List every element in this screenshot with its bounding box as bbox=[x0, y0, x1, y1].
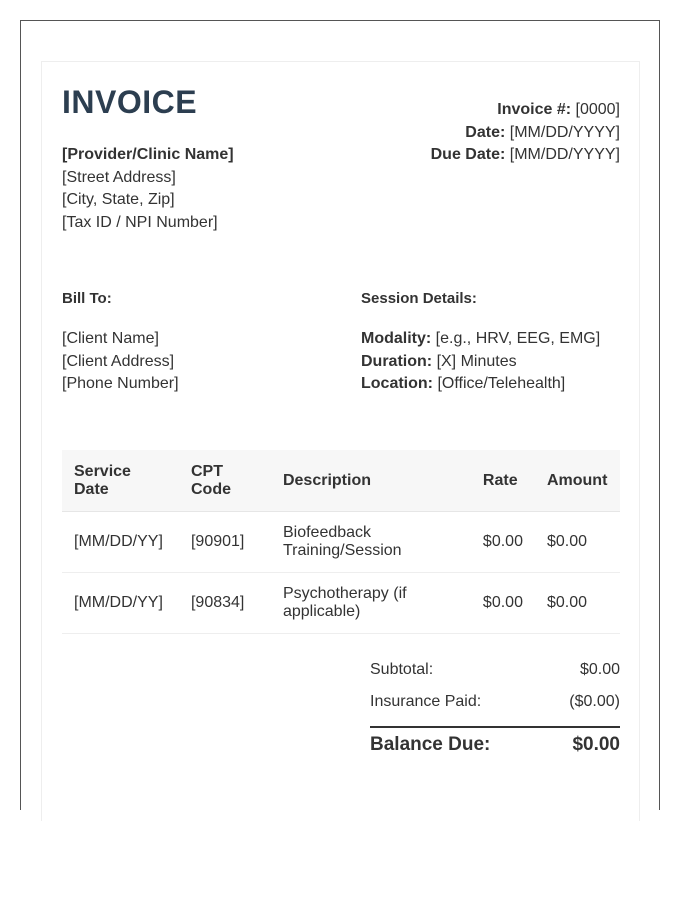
duration-label: Duration: bbox=[361, 352, 433, 370]
location-label: Location: bbox=[361, 375, 433, 392]
insurance-label: Insurance Paid: bbox=[370, 693, 482, 710]
balance-due-label: Balance Due: bbox=[370, 734, 491, 755]
session-details-block bbox=[361, 328, 621, 396]
cell-rate: $0.00 bbox=[471, 573, 535, 634]
client-phone: [Phone Number] bbox=[62, 375, 179, 392]
session-duration bbox=[361, 351, 621, 374]
modality-label: Modality: bbox=[361, 330, 432, 347]
cell-cpt-code: [90901] bbox=[179, 512, 271, 573]
bill-to-heading: Bill To: bbox=[62, 290, 112, 307]
cell-amount: $0.00 bbox=[535, 512, 620, 573]
invoice-due-value: [MM/DD/YYYY] bbox=[509, 146, 620, 163]
session-details-heading: Session Details: bbox=[361, 290, 477, 307]
balance-due-value: $0.00 bbox=[572, 734, 620, 755]
invoice-number-label: Invoice #: bbox=[497, 101, 572, 118]
provider-street: [Street Address] bbox=[62, 168, 176, 186]
bill-to-block bbox=[62, 328, 322, 396]
client-address: [Client Address] bbox=[62, 352, 175, 370]
invoice-number-line bbox=[300, 99, 620, 122]
provider-tax-id: [Tax ID / NPI Number] bbox=[62, 213, 218, 231]
header-amount: Amount bbox=[535, 450, 620, 512]
cell-description: Psychotherapy (if applicable) bbox=[271, 573, 471, 634]
cell-rate: $0.00 bbox=[471, 512, 535, 573]
header-service-date bbox=[62, 450, 179, 512]
header-service-date-line1: Service bbox=[74, 462, 131, 480]
header-cpt-code-line2: Code bbox=[190, 480, 231, 498]
insurance-value: ($0.00) bbox=[569, 693, 620, 710]
invoice-due-label: Due Date: bbox=[430, 146, 506, 163]
invoice-date-value: [MM/DD/YYYY] bbox=[509, 123, 620, 141]
invoice-number-value: [0000] bbox=[575, 101, 620, 118]
duration-value: [X] Minutes bbox=[436, 352, 517, 370]
modality-value: [e.g., HRV, EEG, EMG] bbox=[435, 330, 601, 347]
table-row bbox=[62, 573, 620, 634]
session-location bbox=[361, 373, 621, 396]
provider-city: [City, State, Zip] bbox=[62, 191, 175, 208]
cell-description: Biofeedback Training/Session bbox=[271, 512, 471, 573]
subtotal-label: Subtotal: bbox=[370, 661, 434, 678]
header-cpt-code-line1: CPT bbox=[190, 462, 223, 480]
subtotal-value: $0.00 bbox=[579, 661, 620, 678]
totals-block bbox=[370, 658, 620, 756]
invoice-date-label: Date: bbox=[465, 123, 506, 141]
cell-service-date: [MM/DD/YY] bbox=[62, 573, 179, 634]
header-service-date-line2: Date bbox=[74, 480, 109, 498]
invoice-title: INVOICE bbox=[62, 84, 198, 120]
header-description: Description bbox=[271, 450, 471, 512]
header-rate: Rate bbox=[471, 450, 535, 512]
session-modality bbox=[361, 328, 621, 351]
balance-due-row bbox=[370, 728, 620, 756]
cell-service-date: [MM/DD/YY] bbox=[62, 512, 179, 573]
cell-amount: $0.00 bbox=[535, 573, 620, 634]
header-cpt-code bbox=[179, 450, 271, 512]
client-name: [Client Name] bbox=[62, 330, 159, 347]
table-header-row bbox=[62, 450, 620, 512]
insurance-row bbox=[370, 690, 620, 722]
line-items-table bbox=[62, 450, 620, 634]
subtotal-row bbox=[370, 658, 620, 690]
invoice-date-line bbox=[300, 122, 620, 145]
cell-cpt-code: [90834] bbox=[179, 573, 271, 634]
provider-block bbox=[62, 144, 362, 234]
table-row bbox=[62, 512, 620, 573]
location-value: [Office/Telehealth] bbox=[437, 375, 566, 392]
provider-name: [Provider/Clinic Name] bbox=[62, 146, 234, 163]
